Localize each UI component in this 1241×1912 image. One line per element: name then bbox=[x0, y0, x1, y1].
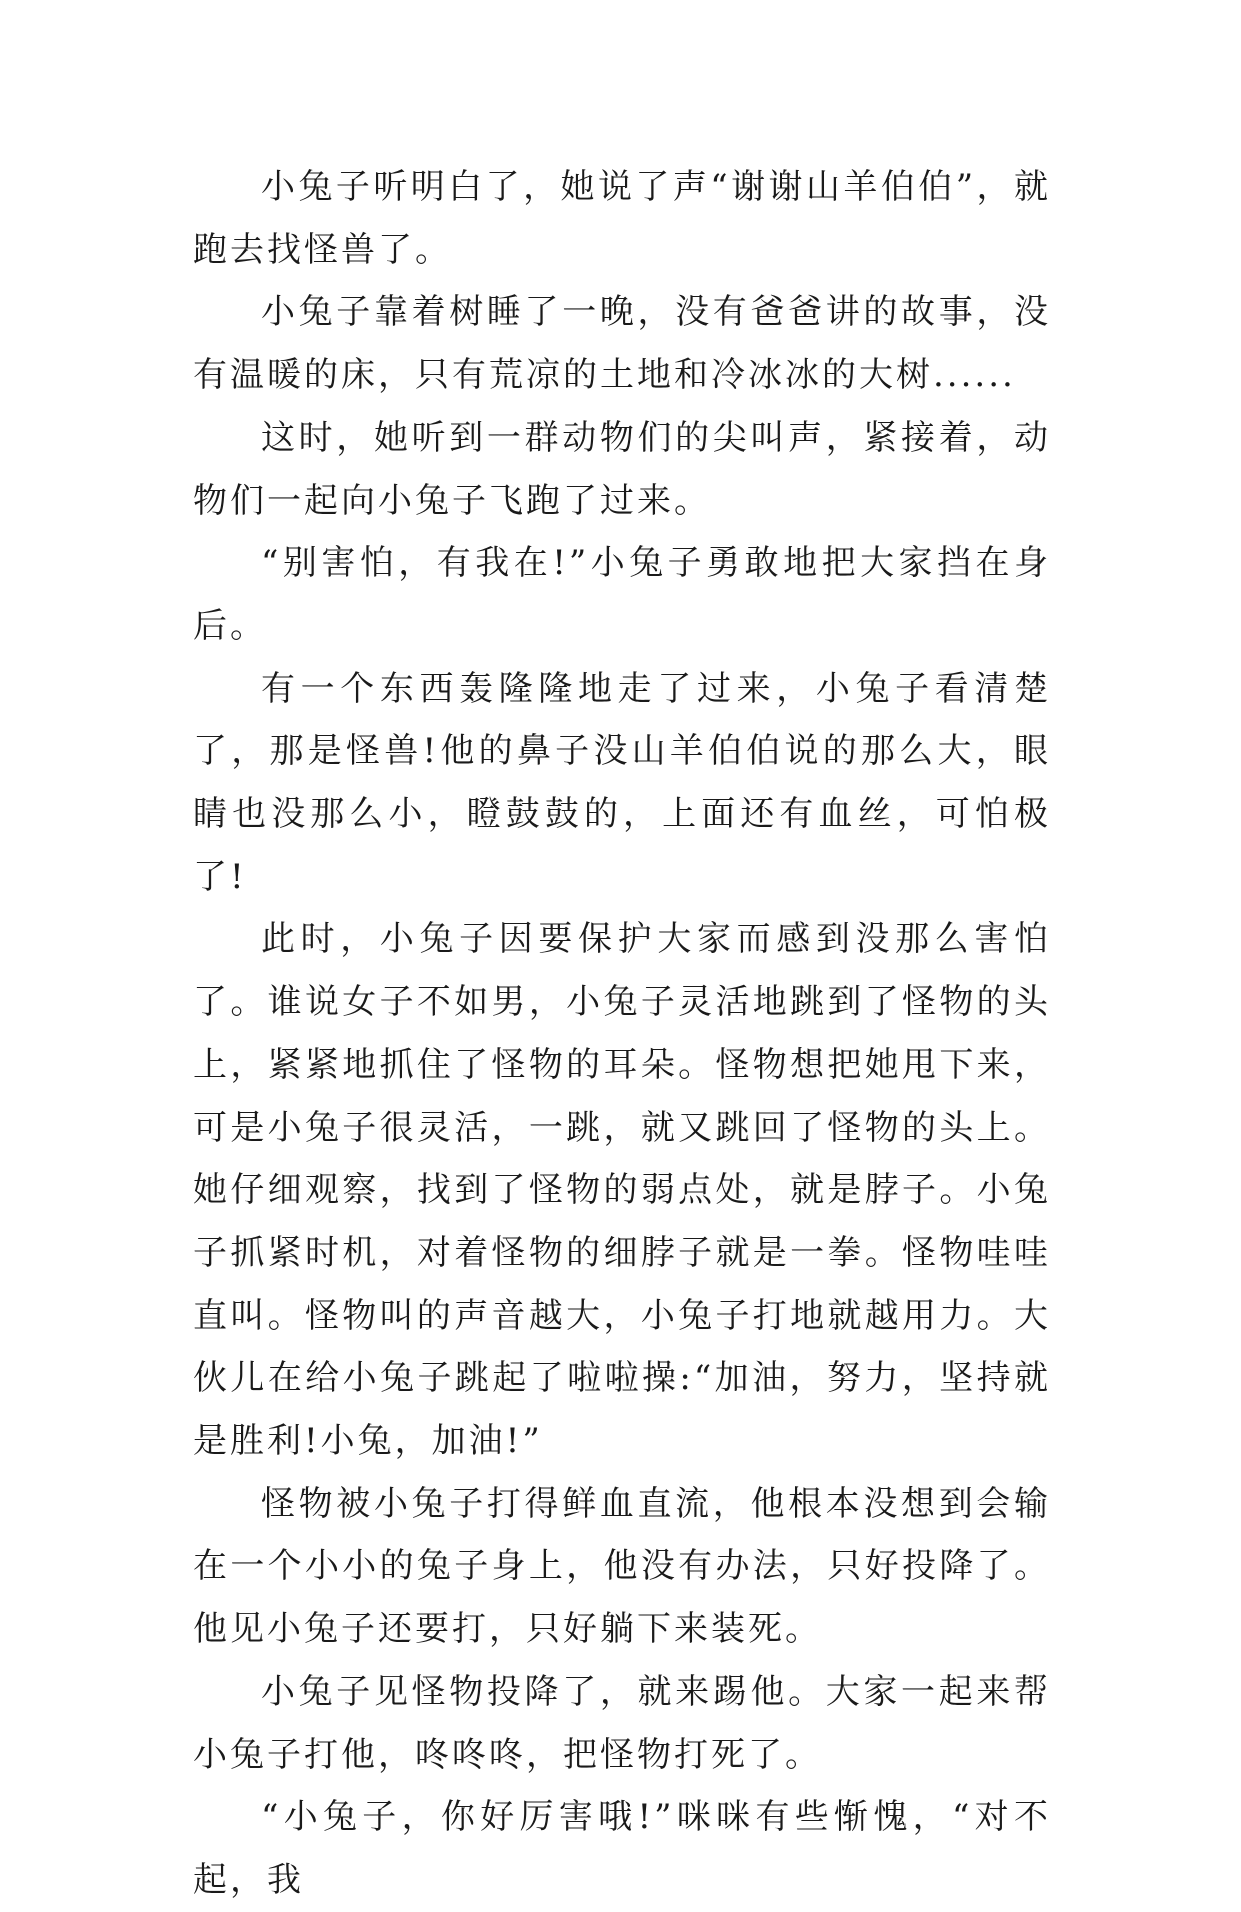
paragraph: 怪物被小兔子打得鲜血直流，他根本没想到会输在一个小小的兔子身上，他没有办法，只好投降了。他见小兔子还要打，只好躺下来装死。 bbox=[193, 1483, 1051, 1650]
story-text bbox=[193, 156, 1051, 1912]
paragraph: 这时，她听到一群动物们的尖叫声，紧接着，动物们一起向小兔子飞跑了过来。 bbox=[193, 417, 1051, 521]
paragraph: “别害怕，有我在!”小兔子勇敢地把大家挡在身后。 bbox=[193, 543, 1051, 646]
paragraph: 小兔子听明白了，她说了声“谢谢山羊伯伯”，就跑去找怪兽了。 bbox=[193, 167, 1051, 270]
paragraph: “小兔子，你好厉害哦!”咪咪有些惭愧，“对不起，我 bbox=[193, 1797, 1051, 1900]
paragraph: 有一个东西轰隆隆地走了过来，小兔子看清楚了，那是怪兽!他的鼻子没山羊伯伯说的那么大，眼睛也没那么小，瞪鼓鼓的，上面还有血丝，可怕极了! bbox=[193, 668, 1051, 897]
paragraph: 此时，小兔子因要保护大家而感到没那么害怕了。谁说女子不如男，小兔子灵活地跳到了怪物的头上，紧紧地抓住了怪物的耳朵。怪物想把她甩下来，可是小兔子很灵活，一跳，就又跳回了怪物的头上。她仔细观察，找到了怪物的弱点处，就是脖子。小兔子抓紧时机，对着怪物的细脖子就是一拳。怪物哇哇直叫。怪物叫的声音越大，小兔子打地就越用力。大伙儿在给小兔子跳起了啦啦操:“加油，努力，坚持就是胜利!小兔，加油!” bbox=[193, 919, 1051, 1462]
paragraph: 小兔子靠着树睡了一晚，没有爸爸讲的故事，没有温暖的床，只有荒凉的土地和冷冰冰的大树...... bbox=[193, 292, 1051, 396]
paragraph: 小兔子见怪物投降了，就来踢他。大家一起来帮小兔子打他，咚咚咚，把怪物打死了。 bbox=[193, 1671, 1051, 1775]
